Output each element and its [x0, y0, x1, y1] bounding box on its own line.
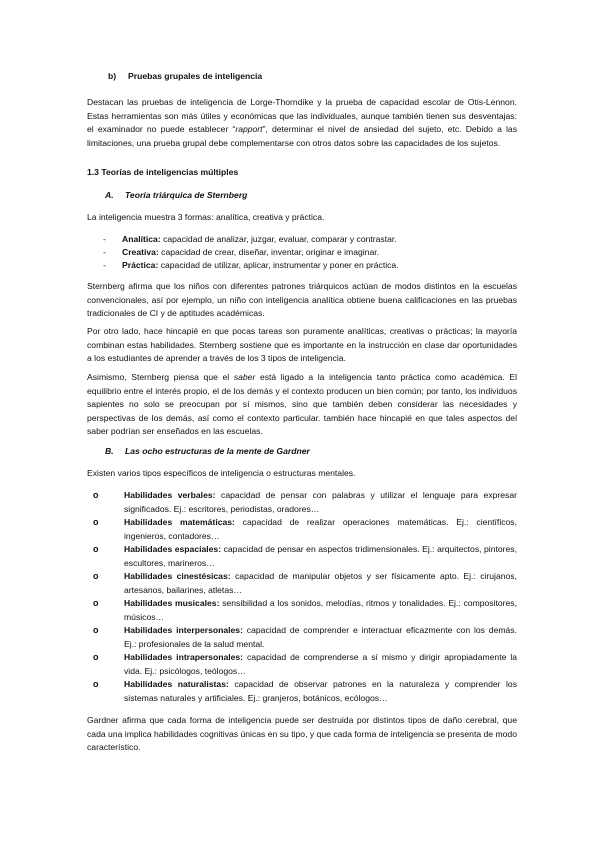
paragraph-group-tests: Destacan las pruebas de inteligencia de Lorge-Thorndike y la prueba de capacidad escolar de Otis-Lennon. Estas herramientas son más útiles y económicas que las individuales, aunque también tienen sus desventajas: el examinador no puede establecer “rapport”, determinar el nivel de ansiedad del sujeto, etc. Debido a las limitaciones, una prueba grupal debe complementarse con otros datos sobre las capacidades de los sujetos.	[87, 97, 517, 148]
paragraph-sternberg-3: Asimismo, Sternberg piensa que el saber está ligado a la inteligencia tanto práctica como académica. El equilibrio entre el interés propio, el de los demás y el contexto producen un bien común; por tanto, los individuos sapientes no solo se preocupan por sí mismos, sino que también deben considerar las necesidades y perspectivas de los demás, así como el contexto particular. también hace hincapié en que tales aspectos del saber podrían ser enseñados en las escuelas.	[87, 372, 517, 437]
subheading-gardner-letter: B.	[105, 446, 114, 456]
bullet-marker: o	[93, 490, 99, 500]
paragraph-sternberg-2: Por otro lado, hace hincapié en que pocas tareas son puramente analíticas, creativas o prácticas; la mayoría combinan estas habilidades. Sternberg sostiene que es importante en la instrucción en clase dar oportunidades a los estudiantes de aprender a través de los 3 tipos de inteligencia.	[87, 326, 517, 364]
paragraph-sternberg-1: Sternberg afirma que los niños con diferentes patrones triárquicos actúan de modos distintos en la escuelas convencionales, así por ejemplo, un niño con inteligencia analítica obtiene buena calificaciones en las pruebas tradicionales de CI y de aptitudes académicas.	[87, 281, 517, 319]
bullet-marker: o	[93, 679, 99, 689]
bullet-marker: o	[93, 652, 99, 662]
dash-marker: -	[103, 247, 106, 257]
subheading-gardner-title: Las ocho estructuras de la mente de Gardner	[125, 446, 310, 456]
dash-marker: -	[103, 260, 106, 270]
section-b-label: b)	[108, 71, 117, 81]
dash-marker: -	[103, 234, 106, 244]
bullet-marker: o	[93, 598, 99, 608]
subheading-sternberg-title: Teoría triárquica de Sternberg	[125, 190, 248, 200]
gardner-intro: Existen varios tipos específicos de inteligencia o estructuras mentales.	[87, 468, 356, 478]
paragraph-gardner-conclusion: Gardner afirma que cada forma de inteligencia puede ser destruida por distintos tipos de daño cerebral, que cada una implica habilidades cognitivas únicas en su tipo, y que cada forma de inteligencia se presenta de modo característico.	[87, 715, 517, 753]
bullet-marker: o	[93, 625, 99, 635]
section-b-title: Pruebas grupales de inteligencia	[128, 71, 263, 81]
bullet-marker: o	[93, 517, 99, 527]
heading-multiple-intelligences: 1.3 Teorías de inteligencias múltiples	[87, 167, 239, 177]
sternberg-intro: La inteligencia muestra 3 formas: analítica, creativa y práctica.	[87, 212, 325, 222]
subheading-sternberg-letter: A.	[105, 190, 114, 200]
bullet-marker: o	[93, 571, 99, 581]
bullet-marker: o	[93, 544, 99, 554]
